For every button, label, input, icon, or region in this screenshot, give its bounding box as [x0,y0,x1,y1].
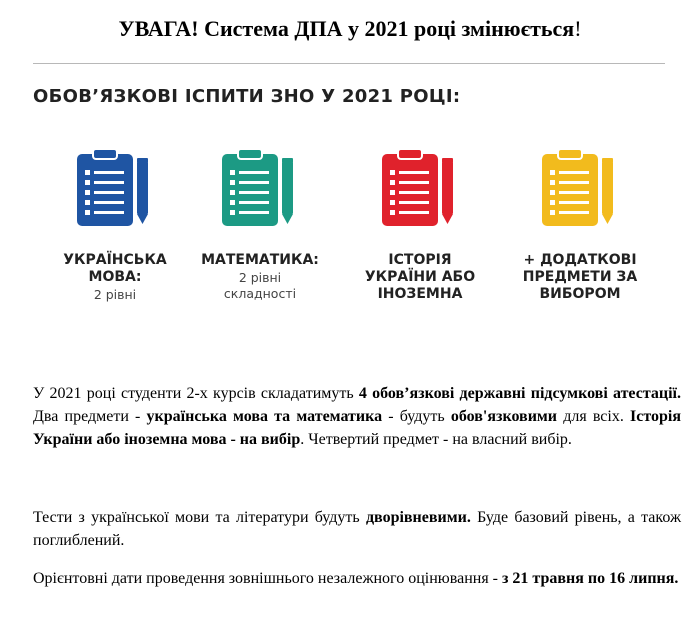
text-run: з 21 травня по 16 липня. [502,570,679,587]
exam-card-additional [505,148,655,318]
paragraph-dates [33,567,681,590]
exam-card-ukrainian [40,148,190,318]
text-run: Буде базовий рівень, а також поглиблений. [33,509,682,549]
text-run: українська мова та математика [146,408,383,425]
text-run: обов'язковими [450,408,558,425]
paragraph-levels [33,506,681,552]
text-run: . Четвертий предмет - на власний вибір. [300,431,572,448]
exam-card-sub: 2 рівні [93,287,137,302]
exam-card-label: ІСТОРІЯ УКРАЇНИ АБО ІНОЗЕМНА [364,252,476,302]
exam-card-sub: 2 рівні складності [223,270,297,301]
clipboard-pencil-icon [540,148,620,228]
clipboard-pencil-icon [380,148,460,228]
text-run: Історія України або іноземна мова - на вибір [33,408,681,448]
exam-card-label: + ДОДАТКОВІ ПРЕДМЕТИ ЗА ВИБОРОМ [522,252,638,302]
text-run: Орієнтовні дати проведення зовнішнього незалежного оцінювання - [33,570,502,587]
infographic-title: ОБОВ’ЯЗКОВІ ІСПИТИ ЗНО У 2021 РОЦІ: [33,86,461,107]
exam-card-history [345,148,495,318]
exam-card-math [185,148,335,318]
text-run: 4 обов’язкові державні підсумкові атестації. [358,385,681,402]
text-run: Тести з української мови та літератури будуть [33,509,366,526]
clipboard-pencil-icon [220,148,300,228]
exam-card-label: МАТЕМАТИКА: [201,252,319,268]
paragraph-exams [33,382,681,451]
text-run: дворівневими. [365,509,471,526]
exam-card-label: УКРАЇНСЬКА МОВА: [63,252,167,285]
divider [33,63,665,64]
page-title [0,16,700,42]
clipboard-pencil-icon [75,148,155,228]
page-title-exclamation: ! [574,16,582,41]
text-run: У 2021 році студенти 2-х курсів складатимуть [33,385,359,402]
text-run: для всіх. [557,408,631,425]
page-title-text: УВАГА! Система ДПА у 2021 році змінюється [118,16,575,41]
text-run: Два предмети - [33,408,147,425]
exam-cards [40,148,680,318]
text-run: - будуть [382,408,451,425]
